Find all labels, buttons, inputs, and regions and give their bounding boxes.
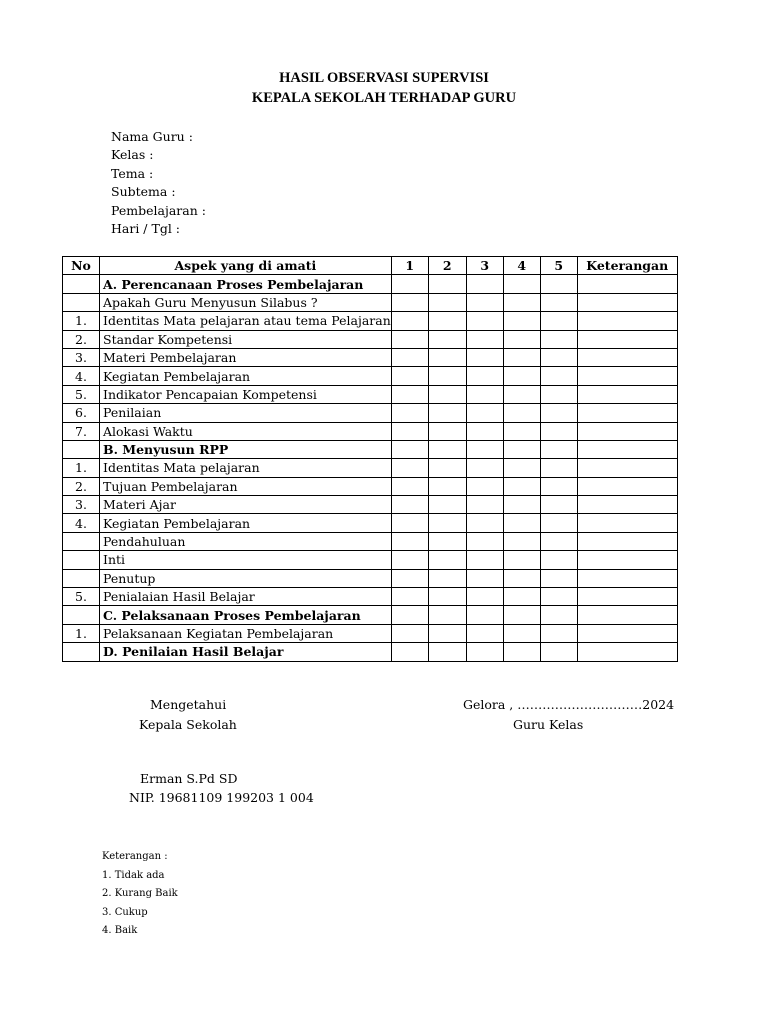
- aspect-text: Materi Pembelajaran: [100, 348, 392, 366]
- table-section-row: [63, 275, 678, 293]
- header-score-3: 3: [466, 257, 503, 275]
- score-cell-1[interactable]: [391, 348, 428, 366]
- score-cell-4[interactable]: [503, 275, 540, 293]
- info-pembelajaran: Pembelajaran :: [111, 202, 206, 218]
- score-cell-3[interactable]: [466, 293, 503, 311]
- header-no: No: [63, 257, 100, 275]
- score-cell-5[interactable]: [540, 569, 577, 587]
- score-cell-2[interactable]: [428, 404, 466, 422]
- keterangan-cell[interactable]: [577, 367, 677, 385]
- row-number: 4.: [63, 514, 100, 532]
- table-row: [63, 532, 678, 550]
- row-number: 7.: [63, 422, 100, 440]
- score-cell-3[interactable]: [466, 606, 503, 624]
- score-cell-3[interactable]: [466, 330, 503, 348]
- score-cell-4[interactable]: [503, 477, 540, 495]
- keterangan-cell[interactable]: [577, 477, 677, 495]
- score-cell-3[interactable]: [466, 532, 503, 550]
- info-hari-tgl: Hari / Tgl :: [111, 220, 181, 236]
- score-cell-3[interactable]: [466, 312, 503, 330]
- score-cell-4[interactable]: [503, 606, 540, 624]
- score-cell-1[interactable]: [391, 477, 428, 495]
- signature-place-date: Gelora , …………………………2024: [463, 697, 675, 712]
- table-row: [63, 514, 678, 532]
- score-cell-4[interactable]: [503, 459, 540, 477]
- info-subtema: Subtema :: [111, 184, 176, 200]
- score-cell-3[interactable]: [466, 496, 503, 514]
- score-cell-5[interactable]: [540, 551, 577, 569]
- score-cell-2[interactable]: [428, 624, 466, 642]
- table-header-row: [63, 257, 678, 275]
- signature-kepala-sekolah: Kepala Sekolah: [139, 717, 237, 732]
- score-cell-4[interactable]: [503, 514, 540, 532]
- keterangan-cell[interactable]: [577, 532, 677, 550]
- score-cell-1[interactable]: [391, 275, 428, 293]
- legend-item: 2. Kurang Baik: [102, 888, 178, 899]
- keterangan-cell[interactable]: [577, 348, 677, 366]
- signature-name: Erman S.Pd SD: [140, 771, 238, 786]
- score-cell-3[interactable]: [466, 551, 503, 569]
- section-heading: D. Penilaian Hasil Belajar: [100, 643, 392, 661]
- row-number: [63, 532, 100, 550]
- score-cell-3[interactable]: [466, 367, 503, 385]
- score-cell-2[interactable]: [428, 643, 466, 661]
- score-cell-1[interactable]: [391, 532, 428, 550]
- score-cell-5[interactable]: [540, 496, 577, 514]
- legend-item: 3. Cukup: [102, 906, 148, 918]
- score-cell-4[interactable]: [503, 569, 540, 587]
- score-cell-1[interactable]: [391, 440, 428, 458]
- score-cell-3[interactable]: [466, 440, 503, 458]
- score-cell-2[interactable]: [428, 477, 466, 495]
- keterangan-cell[interactable]: [577, 404, 677, 422]
- aspect-text: Pelaksanaan Kegiatan Pembelajaran: [100, 624, 392, 642]
- score-cell-4[interactable]: [503, 532, 540, 550]
- info-nama-guru: Nama Guru :: [111, 129, 193, 144]
- table-row: [63, 569, 678, 587]
- keterangan-cell[interactable]: [577, 588, 677, 606]
- score-cell-5[interactable]: [540, 477, 577, 495]
- score-cell-5[interactable]: [540, 404, 577, 422]
- score-cell-1[interactable]: [391, 367, 428, 385]
- score-cell-2[interactable]: [428, 385, 466, 403]
- table-row: [63, 477, 678, 495]
- keterangan-cell[interactable]: [577, 624, 677, 642]
- row-number: 2.: [63, 330, 100, 348]
- score-cell-3[interactable]: [466, 477, 503, 495]
- observation-table-body: [63, 275, 678, 661]
- score-cell-5[interactable]: [540, 385, 577, 403]
- table-section-row: [63, 606, 678, 624]
- score-cell-1[interactable]: [391, 293, 428, 311]
- table-row: [63, 588, 678, 606]
- score-cell-1[interactable]: [391, 385, 428, 403]
- keterangan-cell[interactable]: [577, 385, 677, 403]
- score-cell-4[interactable]: [503, 330, 540, 348]
- info-kelas: Kelas :: [111, 147, 154, 163]
- table-row: [63, 624, 678, 642]
- score-cell-4[interactable]: [503, 440, 540, 458]
- score-cell-1[interactable]: [391, 422, 428, 440]
- row-number: 3.: [63, 496, 100, 514]
- score-cell-4[interactable]: [503, 422, 540, 440]
- observation-table: [62, 256, 678, 662]
- row-number: [63, 606, 100, 624]
- keterangan-cell[interactable]: [577, 496, 677, 514]
- keterangan-cell[interactable]: [577, 440, 677, 458]
- score-cell-5[interactable]: [540, 606, 577, 624]
- score-cell-4[interactable]: [503, 624, 540, 642]
- score-cell-5[interactable]: [540, 532, 577, 550]
- aspect-text: Penialaian Hasil Belajar: [100, 588, 392, 606]
- score-cell-1[interactable]: [391, 514, 428, 532]
- document-title-line1: HASIL OBSERVASI SUPERVISI: [279, 70, 489, 86]
- row-number: 4.: [63, 367, 100, 385]
- row-number: [63, 569, 100, 587]
- score-cell-3[interactable]: [466, 624, 503, 642]
- score-cell-3[interactable]: [466, 643, 503, 661]
- section-heading: A. Perencanaan Proses Pembelajaran: [100, 275, 392, 293]
- score-cell-3[interactable]: [466, 385, 503, 403]
- row-number: 3.: [63, 348, 100, 366]
- score-cell-1[interactable]: [391, 588, 428, 606]
- score-cell-2[interactable]: [428, 496, 466, 514]
- section-heading: C. Pelaksanaan Proses Pembelajaran: [100, 606, 392, 624]
- score-cell-4[interactable]: [503, 404, 540, 422]
- keterangan-cell[interactable]: [577, 293, 677, 311]
- table-row: [63, 385, 678, 403]
- score-cell-4[interactable]: [503, 496, 540, 514]
- table-row: [63, 293, 678, 311]
- score-cell-3[interactable]: [466, 514, 503, 532]
- score-cell-3[interactable]: [466, 459, 503, 477]
- score-cell-5[interactable]: [540, 588, 577, 606]
- table-row: [63, 330, 678, 348]
- table-row: [63, 551, 678, 569]
- score-cell-4[interactable]: [503, 348, 540, 366]
- row-number: 2.: [63, 477, 100, 495]
- score-cell-2[interactable]: [428, 367, 466, 385]
- aspect-text: Penutup: [100, 569, 392, 587]
- table-row: [63, 348, 678, 366]
- score-cell-2[interactable]: [428, 588, 466, 606]
- header-aspek: Aspek yang di amati: [100, 257, 392, 275]
- score-cell-1[interactable]: [391, 496, 428, 514]
- header-score-1: 1: [391, 257, 428, 275]
- header-score-4: 4: [503, 257, 540, 275]
- score-cell-1[interactable]: [391, 606, 428, 624]
- score-cell-3[interactable]: [466, 422, 503, 440]
- score-cell-5[interactable]: [540, 275, 577, 293]
- score-cell-2[interactable]: [428, 275, 466, 293]
- score-cell-5[interactable]: [540, 348, 577, 366]
- aspect-text: Tujuan Pembelajaran: [100, 477, 392, 495]
- keterangan-cell[interactable]: [577, 312, 677, 330]
- score-cell-1[interactable]: [391, 643, 428, 661]
- score-cell-5[interactable]: [540, 514, 577, 532]
- table-section-row: [63, 643, 678, 661]
- table-row: [63, 404, 678, 422]
- score-cell-1[interactable]: [391, 569, 428, 587]
- score-cell-5[interactable]: [540, 422, 577, 440]
- score-cell-1[interactable]: [391, 624, 428, 642]
- score-cell-5[interactable]: [540, 312, 577, 330]
- keterangan-cell[interactable]: [577, 330, 677, 348]
- score-cell-4[interactable]: [503, 385, 540, 403]
- score-cell-4[interactable]: [503, 551, 540, 569]
- keterangan-cell[interactable]: [577, 606, 677, 624]
- table-row: [63, 422, 678, 440]
- row-number: [63, 275, 100, 293]
- header-score-5: 5: [540, 257, 577, 275]
- score-cell-3[interactable]: [466, 275, 503, 293]
- score-cell-4[interactable]: [503, 312, 540, 330]
- aspect-text: Apakah Guru Menyusun Silabus ?: [100, 293, 392, 311]
- aspect-text: Inti: [100, 551, 392, 569]
- score-cell-5[interactable]: [540, 367, 577, 385]
- signature-guru-kelas: Guru Kelas: [513, 717, 584, 732]
- score-cell-2[interactable]: [428, 312, 466, 330]
- score-cell-2[interactable]: [428, 330, 466, 348]
- table-section-row: [63, 440, 678, 458]
- keterangan-cell[interactable]: [577, 569, 677, 587]
- score-cell-5[interactable]: [540, 330, 577, 348]
- aspect-text: Kegiatan Pembelajaran: [100, 367, 392, 385]
- score-cell-2[interactable]: [428, 293, 466, 311]
- score-cell-1[interactable]: [391, 551, 428, 569]
- aspect-text: Materi Ajar: [100, 496, 392, 514]
- header-score-2: 2: [428, 257, 466, 275]
- aspect-text: Indikator Pencapaian Kompetensi: [100, 385, 392, 403]
- aspect-text: Pendahuluan: [100, 532, 392, 550]
- score-cell-3[interactable]: [466, 348, 503, 366]
- score-cell-2[interactable]: [428, 514, 466, 532]
- header-keterangan: Keterangan: [577, 257, 677, 275]
- score-cell-3[interactable]: [466, 404, 503, 422]
- score-cell-4[interactable]: [503, 367, 540, 385]
- row-number: [63, 440, 100, 458]
- score-cell-1[interactable]: [391, 330, 428, 348]
- row-number: 5.: [63, 588, 100, 606]
- signature-mengetahui: Mengetahui: [150, 697, 227, 712]
- score-cell-5[interactable]: [540, 624, 577, 642]
- legend-title: Keterangan :: [102, 851, 168, 862]
- row-number: 1.: [63, 624, 100, 642]
- aspect-text: Kegiatan Pembelajaran: [100, 514, 392, 532]
- info-tema: Tema :: [111, 165, 154, 181]
- row-number: [63, 293, 100, 311]
- legend-item: 4. Baik: [102, 925, 138, 936]
- table-row: [63, 312, 678, 330]
- score-cell-2[interactable]: [428, 532, 466, 550]
- score-cell-1[interactable]: [391, 312, 428, 330]
- table-row: [63, 459, 678, 477]
- score-cell-4[interactable]: [503, 643, 540, 661]
- score-cell-2[interactable]: [428, 606, 466, 624]
- score-cell-2[interactable]: [428, 422, 466, 440]
- aspect-text: Alokasi Waktu: [100, 422, 392, 440]
- signature-nip: NIP. 19681109 199203 1 004: [129, 790, 314, 805]
- score-cell-2[interactable]: [428, 459, 466, 477]
- section-heading: B. Menyusun RPP: [100, 440, 392, 458]
- keterangan-cell[interactable]: [577, 514, 677, 532]
- score-legend: [102, 848, 178, 941]
- score-cell-5[interactable]: [540, 293, 577, 311]
- aspect-text: Penilaian: [100, 404, 392, 422]
- score-cell-1[interactable]: [391, 459, 428, 477]
- keterangan-cell[interactable]: [577, 551, 677, 569]
- score-cell-5[interactable]: [540, 440, 577, 458]
- row-number: 5.: [63, 385, 100, 403]
- aspect-text: Identitas Mata pelajaran: [100, 459, 392, 477]
- row-number: [63, 643, 100, 661]
- keterangan-cell[interactable]: [577, 643, 677, 661]
- keterangan-cell[interactable]: [577, 459, 677, 477]
- score-cell-4[interactable]: [503, 293, 540, 311]
- aspect-text: Standar Kompetensi: [100, 330, 392, 348]
- teacher-info-block: [111, 128, 206, 238]
- keterangan-cell[interactable]: [577, 422, 677, 440]
- row-number: [63, 551, 100, 569]
- row-number: 1.: [63, 459, 100, 477]
- document-title-line2: KEPALA SEKOLAH TERHADAP GURU: [251, 90, 517, 106]
- score-cell-2[interactable]: [428, 348, 466, 366]
- score-cell-2[interactable]: [428, 551, 466, 569]
- row-number: 1.: [63, 312, 100, 330]
- score-cell-3[interactable]: [466, 569, 503, 587]
- score-cell-2[interactable]: [428, 440, 466, 458]
- score-cell-2[interactable]: [428, 569, 466, 587]
- legend-item: 1. Tidak ada: [102, 869, 165, 881]
- aspect-text: Identitas Mata pelajaran atau tema Pelajaran: [100, 312, 392, 330]
- score-cell-5[interactable]: [540, 643, 577, 661]
- keterangan-cell[interactable]: [577, 275, 677, 293]
- score-cell-3[interactable]: [466, 588, 503, 606]
- row-number: 6.: [63, 404, 100, 422]
- score-cell-1[interactable]: [391, 404, 428, 422]
- score-cell-4[interactable]: [503, 588, 540, 606]
- table-row: [63, 496, 678, 514]
- table-row: [63, 367, 678, 385]
- score-cell-5[interactable]: [540, 459, 577, 477]
